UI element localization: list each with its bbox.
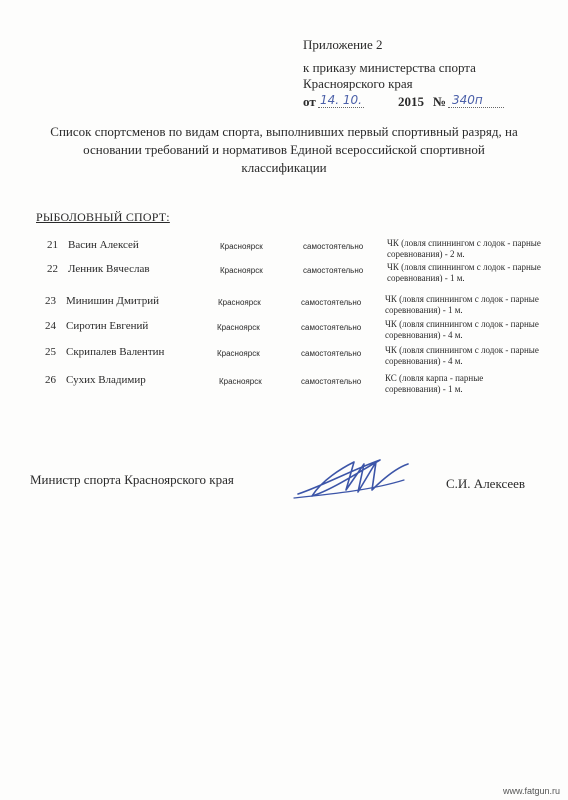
athlete-city: Красноярск: [220, 242, 263, 251]
row-number: 26: [45, 374, 56, 386]
training-mode: самостоятельно: [303, 266, 364, 275]
competition-result: ЧК (ловля спиннингом с лодок - парные соревнования) - 4 м.: [385, 345, 539, 366]
athlete-city: Красноярск: [217, 349, 260, 358]
title-line: классификации: [241, 160, 327, 175]
order-year: 2015: [398, 94, 424, 109]
handwritten-number: 340п: [452, 93, 483, 107]
training-mode: самостоятельно: [301, 377, 362, 386]
number-underline: [448, 107, 504, 108]
title-line: основании требований и нормативов Единой всероссийской спортивной: [83, 142, 485, 157]
athlete-city: Красноярск: [218, 298, 261, 307]
order-reference: к приказу министерства спорта: [303, 60, 476, 75]
competition-result: ЧК (ловля спиннингом с лодок - парные соревнования) - 1 м.: [385, 294, 539, 315]
date-underline: [318, 107, 364, 108]
site-watermark[interactable]: www.fatgun.ru: [503, 786, 561, 796]
number-label: №: [433, 94, 447, 109]
competition-result: ЧК (ловля спиннингом с лодок - парные соревнования) - 1 м.: [387, 262, 541, 282]
athlete-name: Ленник Вячеслав: [68, 263, 150, 275]
competition-result: ЧК (ловля спиннингом с лодок - парные соревнования) - 2 м.: [387, 238, 541, 259]
athlete-city: Красноярск: [217, 323, 260, 332]
athlete-city: Красноярск: [219, 377, 262, 386]
signer-name: С.И. Алексеев: [446, 476, 526, 491]
athlete-name: Васин Алексей: [68, 239, 139, 251]
row-number: 21: [47, 239, 58, 251]
athlete-name: Сиротин Евгений: [66, 320, 149, 332]
row-number: 25: [45, 346, 56, 358]
region-label: Красноярского края: [303, 76, 413, 91]
signature-graphic: [292, 450, 412, 502]
minister-position: Министр спорта Красноярского края: [30, 472, 234, 487]
handwritten-date: 14. 10.: [320, 93, 362, 107]
appendix-label: Приложение 2: [303, 37, 383, 52]
training-mode: самостоятельно: [301, 298, 362, 307]
competition-result: КС (ловля карпа - парные соревнования) - 1 м.: [385, 373, 484, 394]
competition-result: ЧК (ловля спиннингом с лодок - парные соревнования) - 4 м.: [385, 319, 539, 340]
athlete-name: Скрипалев Валентин: [66, 346, 165, 358]
row-number: 24: [45, 320, 56, 332]
from-label: от: [303, 94, 316, 109]
training-mode: самостоятельно: [301, 349, 362, 358]
title-line: Список спортсменов по видам спорта, выполнивших первый спортивный разряд, на: [50, 124, 518, 139]
section-title: РЫБОЛОВНЫЙ СПОРТ:: [36, 210, 170, 224]
row-number: 22: [47, 263, 58, 275]
training-mode: самостоятельно: [301, 323, 362, 332]
athlete-name: Минишин Дмитрий: [66, 295, 160, 307]
athlete-city: Красноярск: [220, 266, 263, 275]
training-mode: самостоятельно: [303, 242, 364, 251]
document-title: [20, 123, 548, 177]
row-number: 23: [45, 295, 56, 307]
athlete-name: Сухих Владимир: [66, 374, 146, 386]
